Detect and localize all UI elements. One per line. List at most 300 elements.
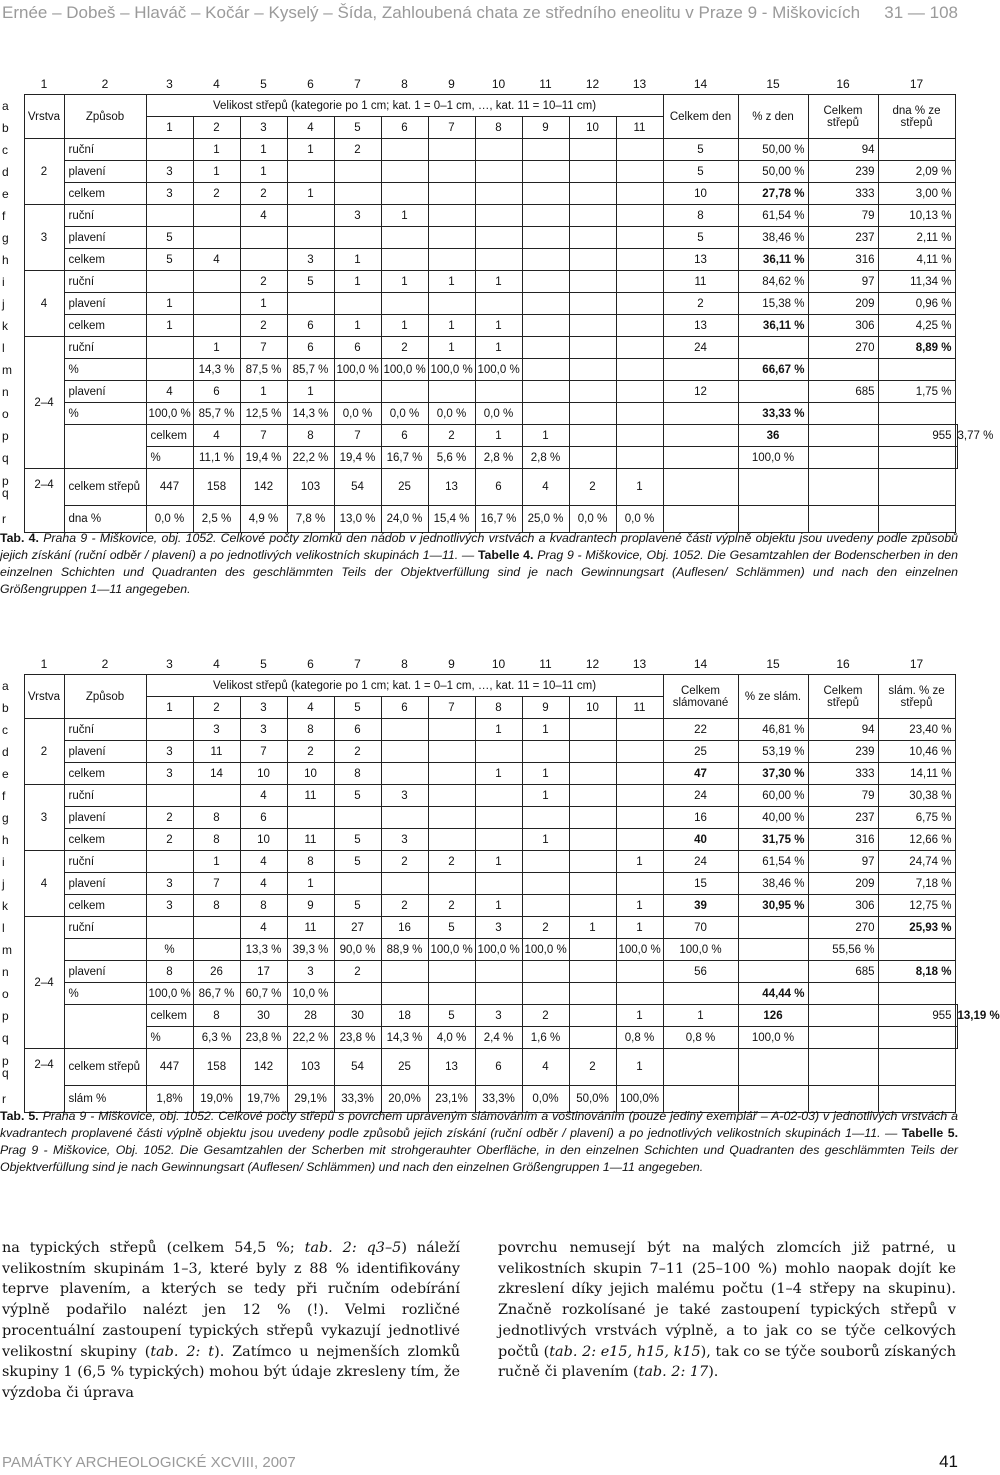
table-cell: 16 xyxy=(663,807,738,829)
table-cell: 1 xyxy=(193,337,240,359)
table-cell xyxy=(569,249,616,271)
table-cell xyxy=(738,1049,808,1086)
table-cell: 2 xyxy=(428,895,475,917)
table-cell: 6 xyxy=(334,719,381,741)
table-cell xyxy=(146,139,193,161)
table-row xyxy=(0,293,958,315)
table-cell: 44,44 % xyxy=(738,983,808,1005)
table-cell xyxy=(475,785,522,807)
table-row xyxy=(0,785,958,807)
table-cell xyxy=(569,1027,616,1049)
table-cell: 50,0% xyxy=(569,1086,616,1113)
table-cell xyxy=(428,785,475,807)
table-cell xyxy=(878,403,955,425)
size-category: 3 xyxy=(240,697,287,719)
header-total: Celkem slámované xyxy=(663,675,738,719)
table-cell: 22 xyxy=(663,719,738,741)
table-cell: 4 xyxy=(240,785,287,807)
table-cell: 54 xyxy=(334,469,381,506)
table-cell: 239 xyxy=(808,741,878,763)
table-cell xyxy=(381,719,428,741)
table-cell: 10,0 % xyxy=(287,983,334,1005)
column-number: 14 xyxy=(693,77,708,91)
table-row xyxy=(0,807,958,829)
header-total: Celkem den xyxy=(663,95,738,139)
table-cell xyxy=(475,161,522,183)
table-cell xyxy=(522,807,569,829)
table-cell xyxy=(569,447,616,469)
table-cell xyxy=(616,183,663,205)
column-number: 14 xyxy=(693,657,708,671)
caption-table-5: Tab. 5. Praha 9 - Miškovice, obj. 1052. Celkové počty střepů s povrchem upraveným slámováním a voštinováním (pouze jediný exemplář – A-02-03) v jednotlivých vrstvách a kvadrantech proplavené části výplně objektu jsou uvedeny podle způsobů jejich získání (ruční odběr / plavení) a po jednotlivých velikostních skupinách 1—11. — Tabelle 5. Prag 9 - Miškovice, Obj. 1052. Die Gesamtzahlen der Scherben mit strohgerauhter Oberfläche, in den einzelnen Schichten und Quadranten des geschlämmten Teils der Objektverfüllung sind je nach Gewinnungsart (Auflesen/ Schlämmen) und nach den einzelnen Größengruppen 1—11 angegeben. xyxy=(0,1109,958,1174)
table-cell: 23,8 % xyxy=(334,1027,381,1049)
page-footer xyxy=(0,1452,960,1474)
column-number: 5 xyxy=(260,657,267,671)
header-share: dna % ze střepů xyxy=(878,95,955,139)
column-number: 15 xyxy=(766,77,780,91)
column-number: 3 xyxy=(166,657,173,671)
table-cell: 1 xyxy=(475,851,522,873)
table-cell: 6 xyxy=(287,337,334,359)
size-category: 6 xyxy=(381,697,428,719)
table-cell: 53,19 % xyxy=(738,741,808,763)
table-cell: 1,8% xyxy=(146,1086,193,1113)
table-cell: 30 xyxy=(334,1005,381,1027)
column-number: 12 xyxy=(585,77,600,91)
table-cell: 60,7 % xyxy=(240,983,287,1005)
row-letter: h xyxy=(2,832,9,847)
table-cell: 16,7 % xyxy=(381,447,428,469)
table-row xyxy=(0,139,958,161)
table-cell: 0,0 % xyxy=(616,506,663,533)
column-number: 2 xyxy=(101,77,109,91)
table-cell: 100,0 % xyxy=(738,1027,808,1049)
row-letter: p q xyxy=(2,474,9,500)
table-cell xyxy=(808,983,878,1005)
column-number: 8 xyxy=(401,657,408,671)
table-cell xyxy=(738,939,808,961)
table-cell xyxy=(616,763,663,785)
table-cell: 1 xyxy=(616,1049,663,1086)
table-cell: 23,8 % xyxy=(240,1027,287,1049)
table-cell xyxy=(146,337,193,359)
table-cell: 8 xyxy=(193,807,240,829)
row-letter: j xyxy=(2,296,5,311)
table-cell: 2 xyxy=(522,1005,569,1027)
row-letter: k xyxy=(2,898,8,913)
table-cell: 333 xyxy=(808,763,878,785)
table-cell xyxy=(955,1027,958,1049)
table-cell xyxy=(569,271,616,293)
table-cell: 24 xyxy=(663,851,738,873)
table-cell: 142 xyxy=(240,469,287,506)
table-cell xyxy=(569,359,616,381)
table-cell: 13 xyxy=(663,315,738,337)
row-letter: q xyxy=(2,1030,9,1045)
table-row xyxy=(0,851,958,873)
table-cell: 4 xyxy=(522,469,569,506)
table-cell: 90,0 % xyxy=(334,939,381,961)
layer-cell xyxy=(64,425,146,469)
header-zpusob: Způsob xyxy=(64,675,146,719)
table-cell: ruční xyxy=(64,917,146,939)
table-cell: 0,0 % xyxy=(428,403,475,425)
column-number: 4 xyxy=(213,657,220,671)
table-cell: 237 xyxy=(808,227,878,249)
table-cell xyxy=(738,506,808,533)
table-cell: 100,0 % xyxy=(146,983,193,1005)
table-cell: 4,25 % xyxy=(878,315,955,337)
layer-cell: 2–4 xyxy=(24,1049,64,1113)
table-cell: 5 xyxy=(334,829,381,851)
table-row xyxy=(0,469,958,506)
table-cell xyxy=(522,227,569,249)
table-row xyxy=(0,873,958,895)
table-cell xyxy=(193,917,240,939)
table-cell xyxy=(381,139,428,161)
table-cell: ruční xyxy=(64,205,146,227)
table-row xyxy=(0,205,958,227)
table-cell xyxy=(334,807,381,829)
table-cell: 33,33 % xyxy=(738,403,808,425)
table-cell: 13,3 % xyxy=(240,939,287,961)
table-cell: 103 xyxy=(287,469,334,506)
table-cell: 13 xyxy=(428,469,475,506)
row-letter: c xyxy=(2,722,8,737)
table-cell: 11 xyxy=(287,917,334,939)
table-cell xyxy=(428,763,475,785)
table-cell: 1 xyxy=(334,271,381,293)
table-cell: 54 xyxy=(334,1049,381,1086)
table-cell: 5 xyxy=(663,139,738,161)
layer-cell xyxy=(64,1005,146,1049)
table-cell: ruční xyxy=(64,271,146,293)
table-cell: 36,11 % xyxy=(738,315,808,337)
table-cell: 38,46 % xyxy=(738,227,808,249)
table-cell xyxy=(569,763,616,785)
table-cell: 1 xyxy=(287,139,334,161)
table-cell xyxy=(475,293,522,315)
table-cell: 61,54 % xyxy=(738,851,808,873)
table-cell: 1 xyxy=(522,425,569,447)
row-letter: m xyxy=(2,362,12,377)
table-cell: 27,78 % xyxy=(738,183,808,205)
table-cell: 1 xyxy=(334,315,381,337)
table-cell xyxy=(475,961,522,983)
size-category: 7 xyxy=(428,117,475,139)
table-cell: 1 xyxy=(287,183,334,205)
table-cell xyxy=(663,506,738,533)
table-cell: celkem xyxy=(146,425,193,447)
table-cell: 2 xyxy=(663,293,738,315)
table-cell: 0,0 % xyxy=(381,403,428,425)
table-cell: 4,9 % xyxy=(240,506,287,533)
table-cell xyxy=(287,227,334,249)
table-cell: 3 xyxy=(287,961,334,983)
table-cell: 97 xyxy=(808,271,878,293)
table-cell: 3 xyxy=(146,741,193,763)
column-number: 16 xyxy=(836,657,850,671)
table-cell: plavení xyxy=(64,161,146,183)
table-cell: 46,81 % xyxy=(738,719,808,741)
table-cell xyxy=(569,895,616,917)
table-cell xyxy=(616,381,663,403)
table-cell: 1 xyxy=(428,337,475,359)
table-cell: 3 xyxy=(475,917,522,939)
table-cell: 37,30 % xyxy=(738,763,808,785)
table-cell: 1 xyxy=(240,293,287,315)
table-cell: 5 xyxy=(146,249,193,271)
table-cell: 1 xyxy=(475,895,522,917)
table-cell: 11,1 % xyxy=(193,447,240,469)
table-cell: 2 xyxy=(428,425,475,447)
table-cell xyxy=(522,381,569,403)
table-cell: ruční xyxy=(64,139,146,161)
table-cell: 100,0 % xyxy=(428,359,475,381)
table-cell: 6 xyxy=(287,315,334,337)
header-vrstva: Vrstva xyxy=(24,675,64,719)
table-cell xyxy=(522,359,569,381)
table-row xyxy=(0,403,958,425)
table-row xyxy=(0,961,958,983)
size-category: 11 xyxy=(616,117,663,139)
column-number: 10 xyxy=(491,657,506,671)
table-cell: 6,3 % xyxy=(193,1027,240,1049)
table-cell: 7 xyxy=(240,425,287,447)
table-cell xyxy=(878,939,955,961)
table-cell xyxy=(738,469,808,506)
table-cell: ruční xyxy=(64,851,146,873)
table-cell: 1 xyxy=(381,205,428,227)
table-cell: 8 xyxy=(663,205,738,227)
table-cell xyxy=(522,851,569,873)
table-cell: 955 xyxy=(878,1005,955,1027)
table-cell: 5 xyxy=(663,161,738,183)
table-cell xyxy=(428,139,475,161)
table-cell xyxy=(569,807,616,829)
table-row xyxy=(0,359,958,381)
column-number: 3 xyxy=(166,77,173,91)
table-cell xyxy=(569,983,616,1005)
table-cell: 6 xyxy=(193,381,240,403)
table-cell xyxy=(475,381,522,403)
table-cell: 1 xyxy=(146,293,193,315)
table-cell: 8 xyxy=(287,425,334,447)
table-cell: 5 xyxy=(663,227,738,249)
size-category: 7 xyxy=(428,697,475,719)
table-cell: 5 xyxy=(334,785,381,807)
table-cell: 6 xyxy=(475,1049,522,1086)
table-cell: 60,00 % xyxy=(738,785,808,807)
table-cell xyxy=(616,315,663,337)
table-cell: 1 xyxy=(381,315,428,337)
table-cell: 25,0 % xyxy=(522,506,569,533)
table-cell xyxy=(738,337,808,359)
table-cell: 33,3% xyxy=(334,1086,381,1113)
column-number: 13 xyxy=(632,77,647,91)
table-cell: 2,5 % xyxy=(193,506,240,533)
table-cell: 25,93 % xyxy=(878,917,955,939)
table-cell xyxy=(616,741,663,763)
table-cell: 1 xyxy=(240,139,287,161)
table-cell xyxy=(334,161,381,183)
table-cell: 47 xyxy=(663,763,738,785)
table-cell xyxy=(428,205,475,227)
table-cell xyxy=(381,183,428,205)
column-number: 11 xyxy=(539,657,552,671)
table-cell xyxy=(240,227,287,249)
table-cell: 14,11 % xyxy=(878,763,955,785)
table-cell: 28 xyxy=(287,1005,334,1027)
column-number: 1 xyxy=(40,657,48,671)
table-cell: 3 xyxy=(240,719,287,741)
table-cell: 4 xyxy=(522,1049,569,1086)
table-cell xyxy=(616,873,663,895)
column-number: 7 xyxy=(354,77,361,91)
table-cell: 79 xyxy=(808,205,878,227)
table-cell: 16,7 % xyxy=(475,506,522,533)
table-cell: % xyxy=(146,1027,193,1049)
size-category: 8 xyxy=(475,697,522,719)
table-cell: 50,00 % xyxy=(738,139,808,161)
table-cell: 14,3 % xyxy=(381,1027,428,1049)
table-cell: 7 xyxy=(334,425,381,447)
table-cell xyxy=(616,271,663,293)
column-number: 9 xyxy=(448,657,455,671)
table-cell xyxy=(146,719,193,741)
row-letter: d xyxy=(2,164,9,179)
table-cell: 5 xyxy=(287,271,334,293)
table-cell: 22,2 % xyxy=(287,1027,334,1049)
table-cell: 3 xyxy=(146,895,193,917)
size-category: 10 xyxy=(569,697,616,719)
table-cell xyxy=(475,249,522,271)
table-cell: 1,6 % xyxy=(522,1027,569,1049)
table-cell: 7 xyxy=(240,337,287,359)
table-cell: 13 xyxy=(428,1049,475,1086)
table-cell xyxy=(381,381,428,403)
table-cell: 97 xyxy=(808,851,878,873)
table-cell: celkem xyxy=(64,763,146,785)
table-cell: 13,0 % xyxy=(334,506,381,533)
table-cell: 6 xyxy=(381,425,428,447)
row-letter: i xyxy=(2,854,5,869)
table-cell xyxy=(146,851,193,873)
table-cell xyxy=(569,381,616,403)
table-cell xyxy=(146,205,193,227)
table-cell xyxy=(569,139,616,161)
column-number: 15 xyxy=(766,657,780,671)
size-category: 10 xyxy=(569,117,616,139)
table-cell xyxy=(616,161,663,183)
table-cell xyxy=(193,205,240,227)
table-cell xyxy=(616,983,663,1005)
table-cell: 66,67 % xyxy=(738,359,808,381)
table-cell xyxy=(878,359,955,381)
table-cell: ruční xyxy=(64,719,146,741)
table-cell xyxy=(616,425,663,447)
table-cell: 24,74 % xyxy=(878,851,955,873)
table-cell: 19,4 % xyxy=(240,447,287,469)
table-cell xyxy=(428,227,475,249)
column-number: 16 xyxy=(836,77,850,91)
table-cell: 2 xyxy=(334,139,381,161)
table-cell: 1 xyxy=(193,161,240,183)
size-category: 8 xyxy=(475,117,522,139)
table-cell: 100,0 % xyxy=(616,939,663,961)
table-cell xyxy=(569,315,616,337)
table-cell xyxy=(428,873,475,895)
table-cell xyxy=(569,227,616,249)
table-cell: % xyxy=(146,939,193,961)
table-cell xyxy=(475,139,522,161)
table-cell: 2 xyxy=(381,851,428,873)
table-cell xyxy=(878,139,955,161)
body-column-right: povrchu nemusejí být na malých zlomcích již patrné, u velikostních skupin 7–11 (25–100 %) mohlo naopak dojít ke zkreslení díky jejich malému počtu (1–4 střepy na skupinu). Značně rozkolísané je také zastoupení typických střepů v jednotlivých vrstvách výplně, a to jak co se týče celkových počtů (tab. 2: e15, h15, k15), tak co se týče souborů získaných ručně či plavením (tab. 2: 17). xyxy=(498,1240,956,1381)
table-cell xyxy=(146,271,193,293)
table-cell: 17 xyxy=(240,961,287,983)
table-cell: plavení xyxy=(64,227,146,249)
table-cell xyxy=(569,851,616,873)
table-cell xyxy=(808,1005,878,1027)
table-cell xyxy=(569,939,616,961)
table-cell xyxy=(475,227,522,249)
table-cell: 1 xyxy=(428,315,475,337)
table-cell: celkem xyxy=(64,249,146,271)
table-cell: 103 xyxy=(287,1049,334,1086)
table-cell: ruční xyxy=(64,337,146,359)
table-cell: 1 xyxy=(522,763,569,785)
table-cell xyxy=(334,183,381,205)
table-cell: 955 xyxy=(878,425,955,447)
table-cell: 36,11 % xyxy=(738,249,808,271)
table-cell xyxy=(663,983,738,1005)
table-cell xyxy=(569,425,616,447)
table-cell: 1 xyxy=(569,917,616,939)
table-cell xyxy=(522,249,569,271)
table-cell: 11,34 % xyxy=(878,271,955,293)
size-category: 2 xyxy=(193,117,240,139)
table-cell: 3 xyxy=(146,763,193,785)
table-cell xyxy=(878,1049,955,1086)
table-cell xyxy=(428,983,475,1005)
column-number: 6 xyxy=(307,657,314,671)
header-zpusob: Způsob xyxy=(64,95,146,139)
table-cell xyxy=(616,293,663,315)
table-cell xyxy=(428,161,475,183)
table-cell xyxy=(522,271,569,293)
table-cell xyxy=(381,961,428,983)
running-title: Ernée – Dobeš – Hlaváč – Kočár – Kyselý – Šída, Zahloubená chata ze středního eneolitu v Praze 9 - Miškovicích xyxy=(2,3,861,22)
table-cell xyxy=(663,469,738,506)
table-cell: 270 xyxy=(808,337,878,359)
table-cell xyxy=(616,403,663,425)
row-letter: i xyxy=(2,274,5,289)
table-cell: 3 xyxy=(193,719,240,741)
table-cell: 1 xyxy=(193,139,240,161)
layer-cell: 2–4 xyxy=(24,469,64,533)
table-cell: 1 xyxy=(616,851,663,873)
table-cell xyxy=(569,205,616,227)
table-cell: 333 xyxy=(808,183,878,205)
table-cell: 13,19 % xyxy=(955,1005,958,1027)
column-number: 1 xyxy=(40,77,48,91)
table-cell: 2 xyxy=(240,315,287,337)
table-cell xyxy=(808,359,878,381)
row-letter: o xyxy=(2,986,9,1001)
table-cell xyxy=(808,447,878,469)
table-cell: 10,13 % xyxy=(878,205,955,227)
